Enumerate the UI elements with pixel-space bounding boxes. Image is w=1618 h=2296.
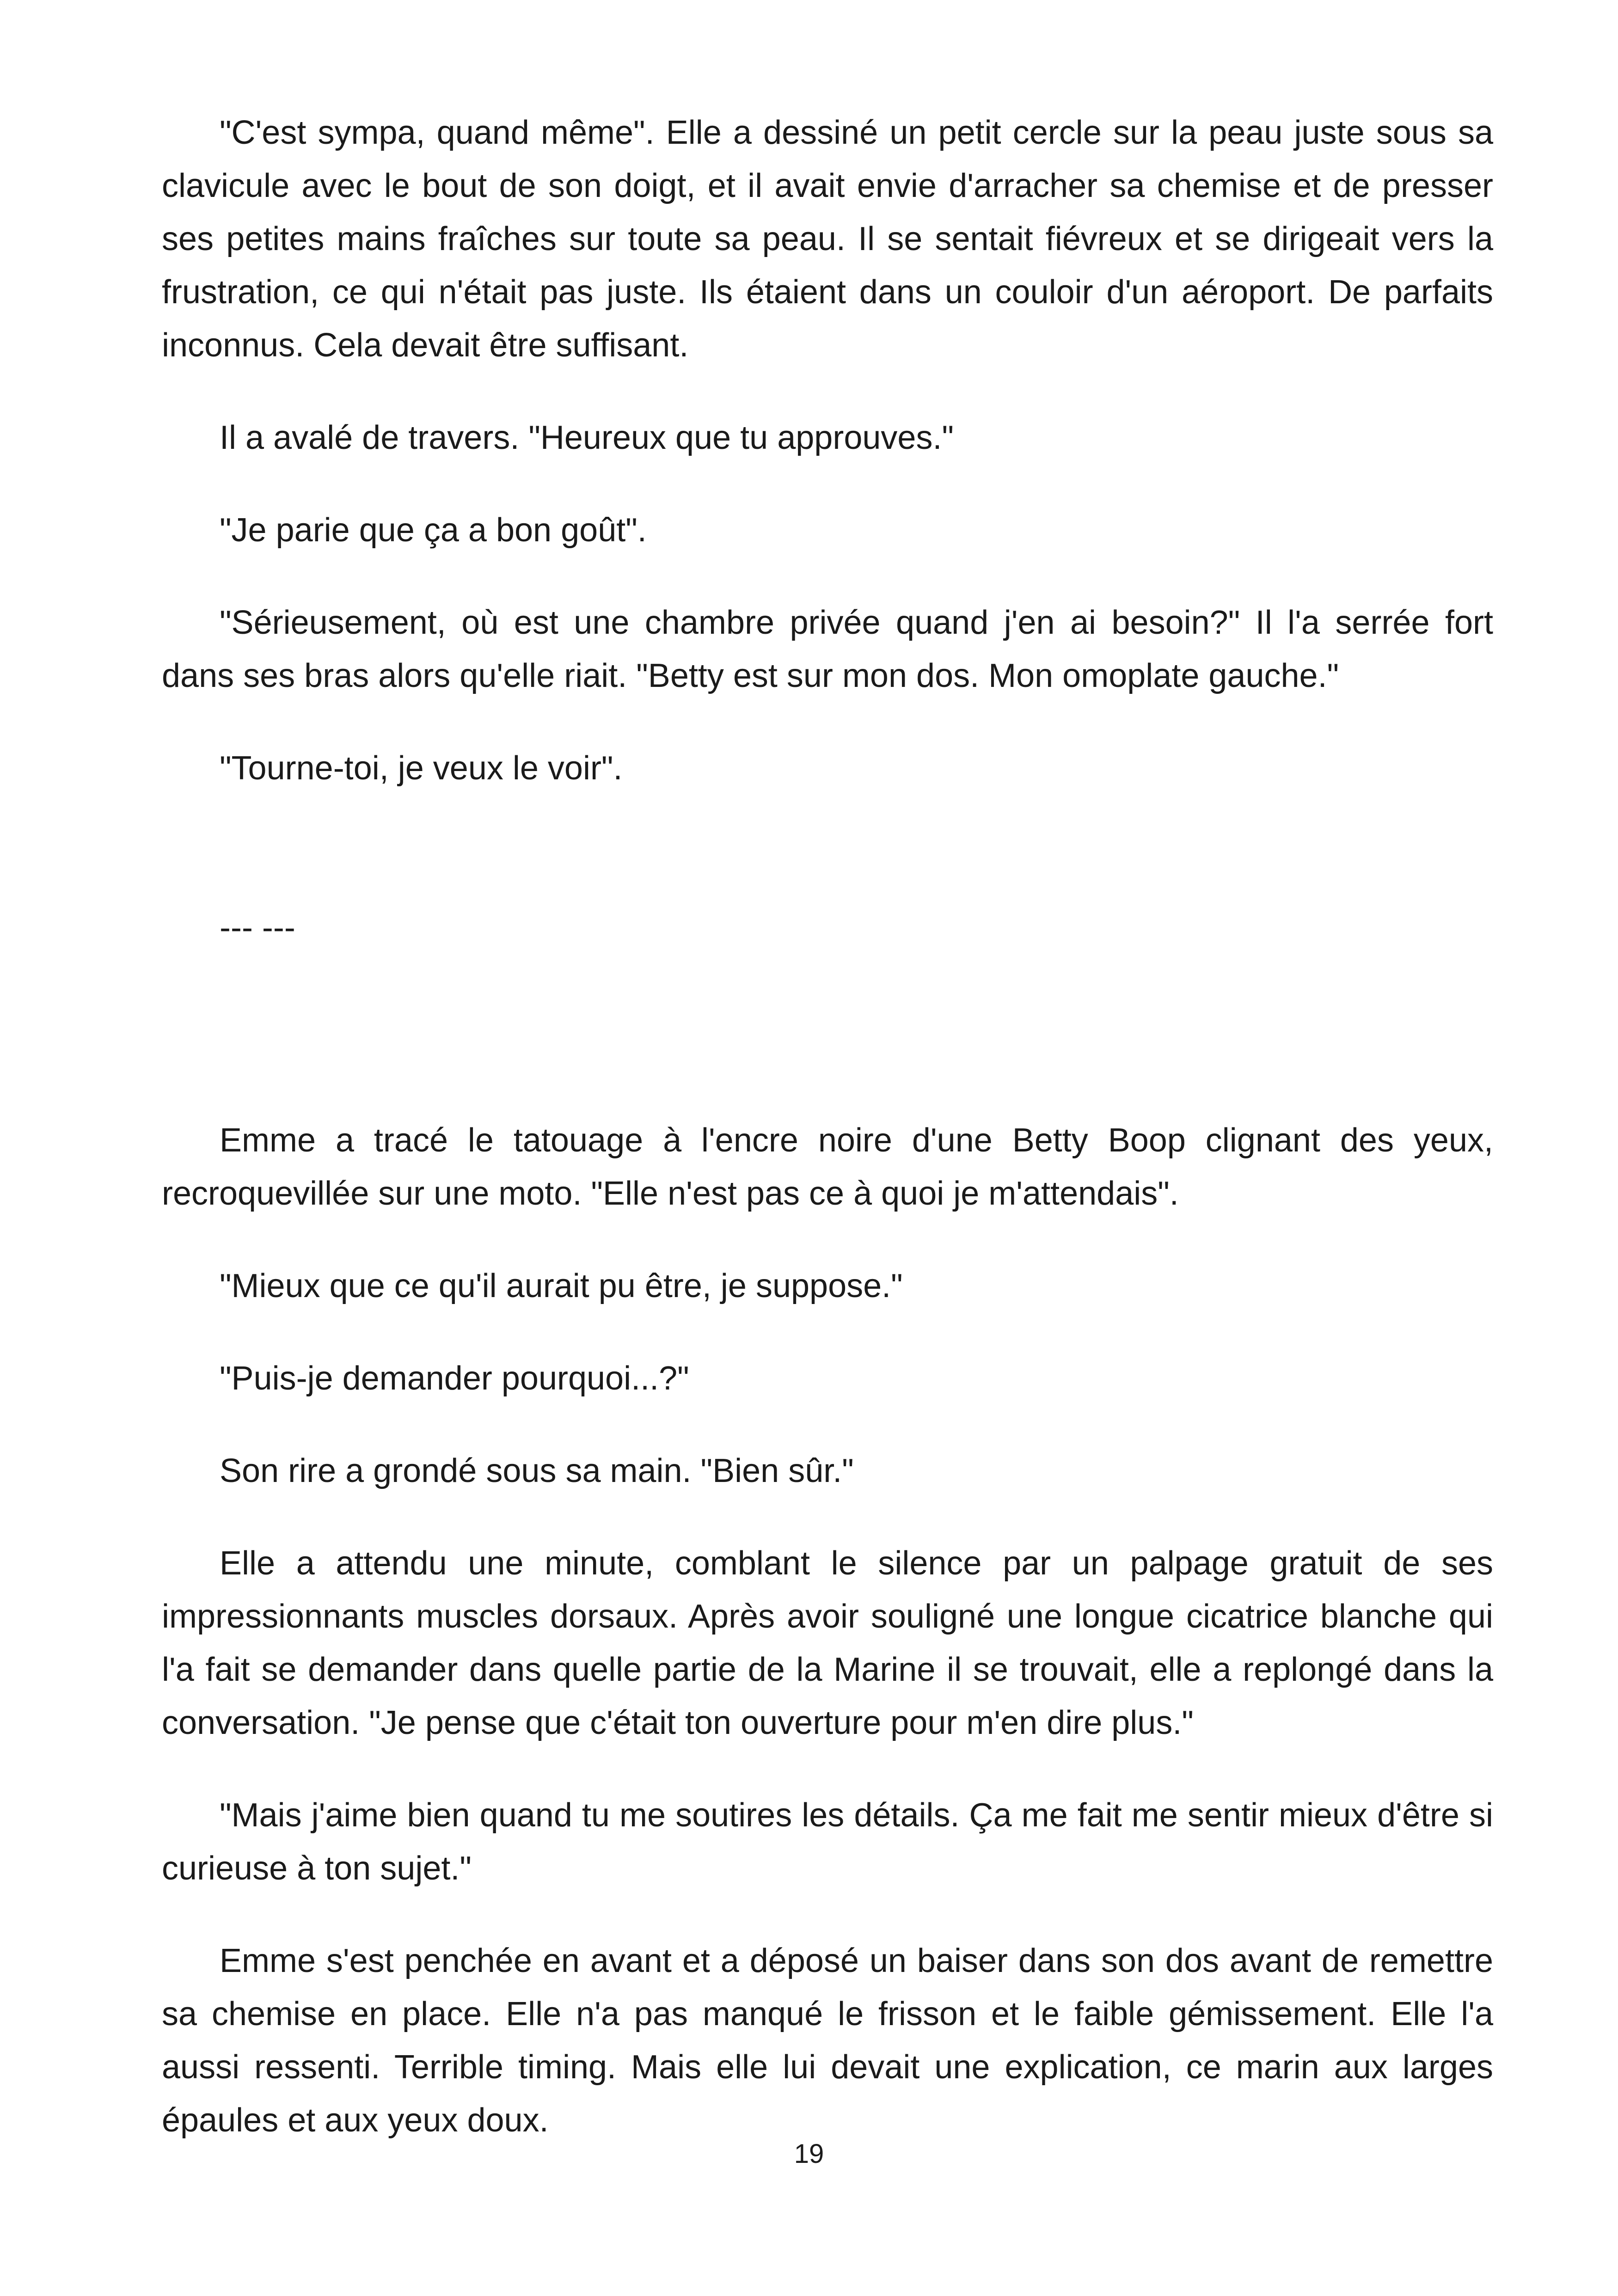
paragraph: Il a avalé de travers. "Heureux que tu approuves."	[220, 419, 954, 456]
paragraph: "Mais j'aime bien quand tu me soutires les détails. Ça me fait me sentir mieux d'être si curieuse à ton sujet."	[162, 1797, 1493, 1887]
paragraph: "Puis-je demander pourquoi...?"	[220, 1360, 689, 1397]
paragraph: "C'est sympa, quand même". Elle a dessiné un petit cercle sur la peau juste sous sa clavicule avec le bout de son doigt, et il avait envie d'arracher sa chemise et de presser ses petites mains fraîches sur toute sa peau. Il se sentait fiévreux et se dirigeait vers la frustration, ce qui n'était pas juste. Ils étaient dans un couloir d'un aéroport. De parfaits inconnus. Cela devait être suffisant.	[162, 114, 1493, 364]
paragraph: "Je parie que ça a bon goût".	[220, 512, 647, 549]
paragraph: Emme s'est penchée en avant et a déposé un baiser dans son dos avant de remettre sa chemise en place. Elle n'a pas manqué le frisson et le faible gémissement. Elle l'a aussi ressenti. Terrible timing. Mais elle lui devait une explication, ce marin aux larges épaules et aux yeux doux.	[162, 1942, 1493, 2139]
paragraph: "Sérieusement, où est une chambre privée quand j'en ai besoin?" Il l'a serrée fort dans ses bras alors qu'elle riait. "Betty est sur mon dos. Mon omoplate gauche."	[162, 604, 1493, 694]
body-text	[162, 106, 1493, 2186]
paragraph: Elle a attendu une minute, comblant le silence par un palpage gratuit de ses impressionnants muscles dorsaux. Après avoir souligné une longue cicatrice blanche qui l'a fait se demander dans quelle partie de la Marine il se trouvait, elle a replongé dans la conversation. "Je pense que c'était ton ouverture pour m'en dire plus."	[162, 1545, 1493, 1741]
scene-separator: --- ---	[220, 909, 295, 946]
page-number: 19	[794, 2139, 824, 2169]
paragraph: Son rire a grondé sous sa main. "Bien sûr."	[220, 1452, 854, 1489]
paragraph: Emme a tracé le tatouage à l'encre noire d'une Betty Boop clignant des yeux, recroquevillée sur une moto. "Elle n'est pas ce à quoi je m'attendais".	[162, 1122, 1493, 1212]
paragraph: "Tourne-toi, je veux le voir".	[220, 750, 623, 787]
paragraph: "Mieux que ce qu'il aurait pu être, je suppose."	[220, 1267, 903, 1304]
